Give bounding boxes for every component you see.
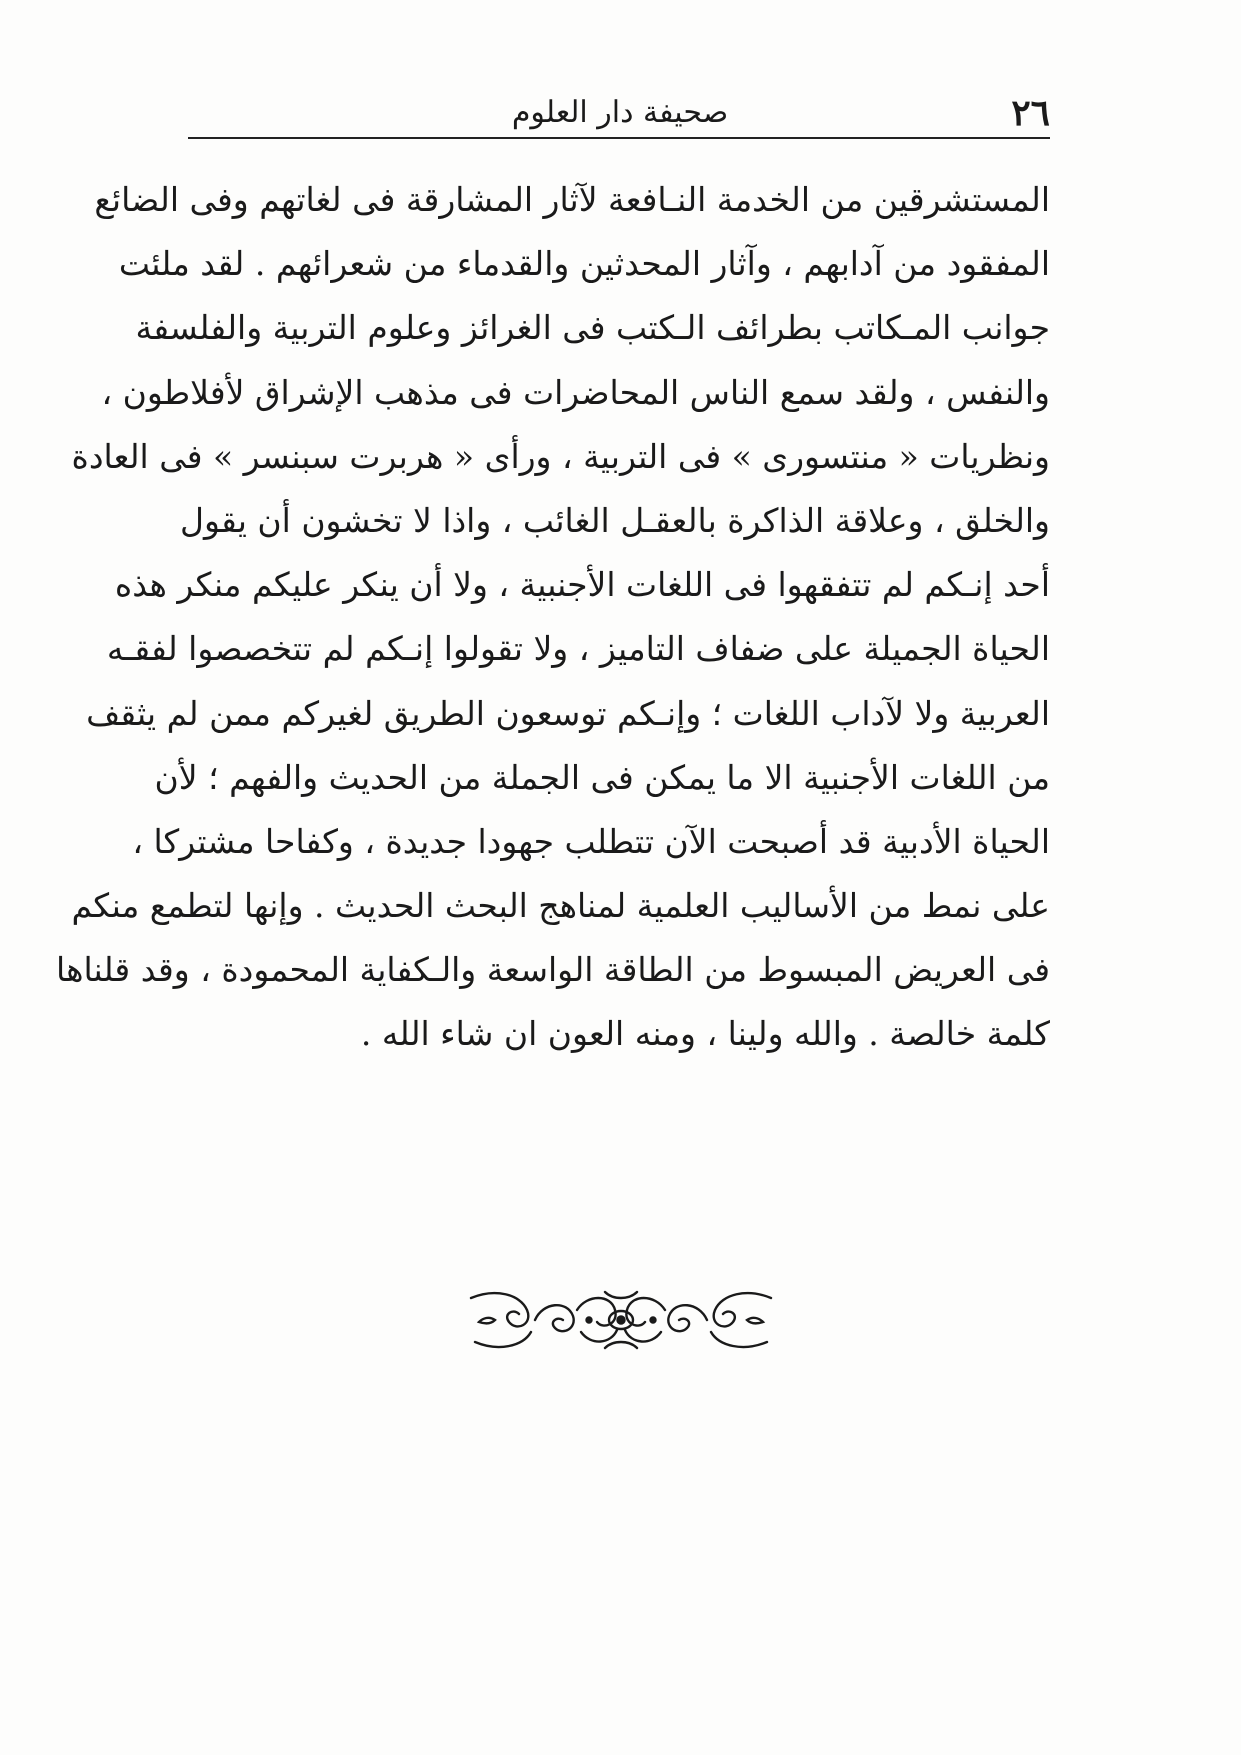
body-text <box>56 168 1050 1067</box>
running-title: صحيفة دار العلوم <box>511 95 729 130</box>
text-line: المفقود من آدابهم ، وآثار المحدثين والقدماء من شعرائهم . لقد ملئت <box>118 244 1050 284</box>
text-line: الحياة الجميلة على ضفاف التاميز ، ولا تقولوا إنـكم لم تتخصصوا لفقـه <box>106 629 1050 669</box>
text-line: على نمط من الأساليب العلمية لمناهج البحث الحديث . وإنها لتطمع منكم <box>71 886 1050 926</box>
text-line: فى العريض المبسوط من الطاقة الواسعة والـكفاية المحمودة ، وقد قلناها <box>56 950 1050 990</box>
text-line: جوانب المـكاتب بطرائف الـكتب فى الغرائز وعلوم التربية والفلسفة <box>135 308 1050 348</box>
decorative-scroll-ornament-icon <box>465 1280 777 1360</box>
page-header <box>190 88 1050 138</box>
text-line: المستشرقين من الخدمة النـافعة لآثار المشارقة فى لغاتهم وفى الضائع <box>94 180 1050 219</box>
text-line: الحياة الأدبية قد أصبحت الآن تتطلب جهودا جديدة ، وكفاحا مشتركا ، <box>132 821 1050 861</box>
text-line: من اللغات الأجنبية الا ما يمكن فى الجملة من الحديث والفهم ؛ لأن <box>154 757 1050 797</box>
text-line: كلمة خالصة . والله ولينا ، ومنه العون ان شاء الله . <box>360 1014 1050 1054</box>
header-rule <box>188 137 1050 139</box>
text-line: والنفس ، ولقد سمع الناس المحاضرات فى مذهب الإشراق لأفلاطون ، <box>101 372 1050 412</box>
text-line: أحد إنـكم لم تتفقهوا فى اللغات الأجنبية ، ولا أن ينكر عليكم منكر هذه <box>114 565 1050 605</box>
text-line: العربية ولا لآداب اللغات ؛ وإنـكم توسعون الطريق لغيركم ممن لم يثقف <box>86 693 1050 733</box>
text-line: والخلق ، وعلاقة الذاكرة بالعقـل الغائب ، واذا لا تخشون أن يقول <box>180 500 1050 540</box>
text-line: ونظريات « منتسورى » فى التربية ، ورأى « هربرت سبنسر » فى العادة <box>71 436 1050 476</box>
page-number: ٢٦ <box>1011 92 1050 134</box>
